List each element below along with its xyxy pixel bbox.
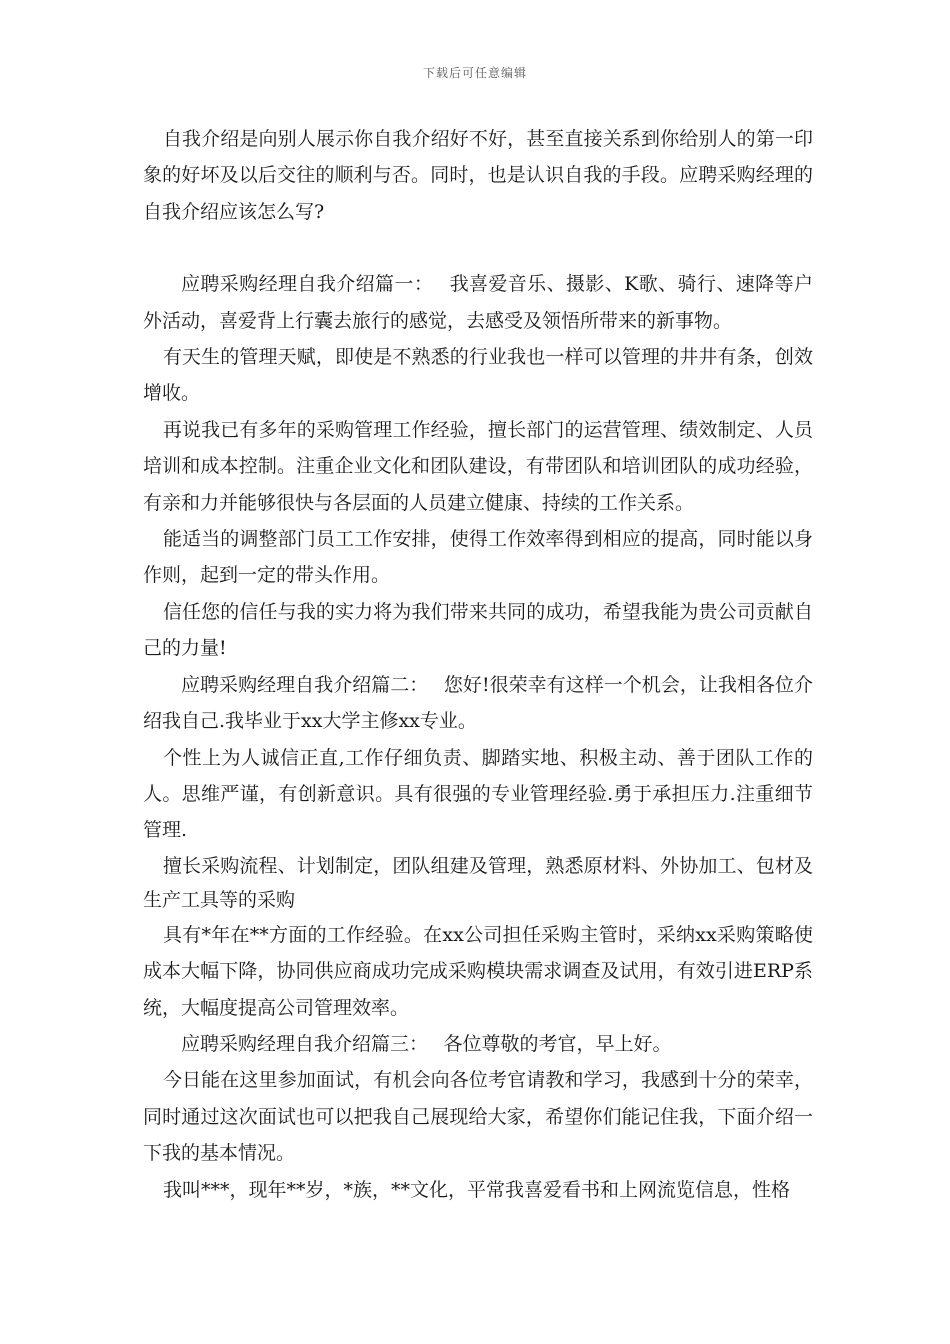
body-paragraph: 今日能在这里参加面试，有机会向各位考官请教和学习，我感到十分的荣幸，同时通过这次面试也可以把我自己展现给大家，希望你们能记住我，下面介绍一下我的基本情况。	[143, 1069, 813, 1165]
body-paragraph: 再说我已有多年的采购管理工作经验，擅长部门的运营管理、绩效制定、人员培训和成本控制。注重企业文化和团队建设，有带团队和培训团队的成功经验，有亲和力并能够很快与各层面的人员建立健康、持续的工作关系。	[143, 418, 813, 514]
body-paragraph: 信任您的信任与我的实力将为我们带来共同的成功，希望我能为贵公司贡献自己的力量!	[143, 600, 813, 660]
document-body	[143, 121, 813, 1208]
section-one-paragraph: 应聘采购经理自我介绍篇一： 我喜爱音乐、摄影、K歌、骑行、速降等户外活动，喜爱背上行囊去旅行的感觉，去感受及领悟所带来的新事物。	[143, 273, 813, 332]
body-paragraph: 个性上为人诚信正直,工作仔细负责、脚踏实地、积极主动、善于团队工作的人。思维严谨，有创新意识。具有很强的专业管理经验.勇于承担压力.注重细节管理.	[143, 746, 813, 842]
intro-paragraph: 自我介绍是向别人展示你自我介绍好不好，甚至直接关系到你给别人的第一印象的好坏及以后交往的顺利与否。同时，也是认识自我的手段。应聘采购经理的自我介绍应该怎么写?	[143, 128, 813, 223]
section-three-paragraph: 应聘采购经理自我介绍篇三： 各位尊敬的考官，早上好。	[181, 1032, 672, 1055]
body-paragraph: 擅长采购流程、计划制定，团队组建及管理，熟悉原材料、外协加工、包材及生产工具等的采购	[143, 854, 813, 911]
body-paragraph: 具有*年在**方面的工作经验。在xx公司担任采购主管时，采纳xx采购策略使成本大幅下降，协同供应商成功完成采购模块需求调查及试用，有效引进ERP系统，大幅度提高公司管理效率。	[143, 923, 813, 1019]
body-paragraph: 能适当的调整部门员工工作安排，使得工作效率得到相应的提高，同时能以身作则，起到一定的带头作用。	[143, 528, 813, 587]
section-two-paragraph: 应聘采购经理自我介绍篇二： 您好!很荣幸有这样一个机会，让我相各位介绍我自己.我毕业于xx大学主修xx专业。	[143, 673, 813, 733]
body-paragraph: 我叫***，现年**岁，*族，**文化，平常我喜爱看书和上网流览信息，性格	[162, 1178, 790, 1201]
page-header: 下载后可任意编辑	[422, 66, 527, 80]
body-paragraph: 有天生的管理天赋，即使是不熟悉的行业我也一样可以管理的井井有条，创效增收。	[143, 346, 813, 405]
